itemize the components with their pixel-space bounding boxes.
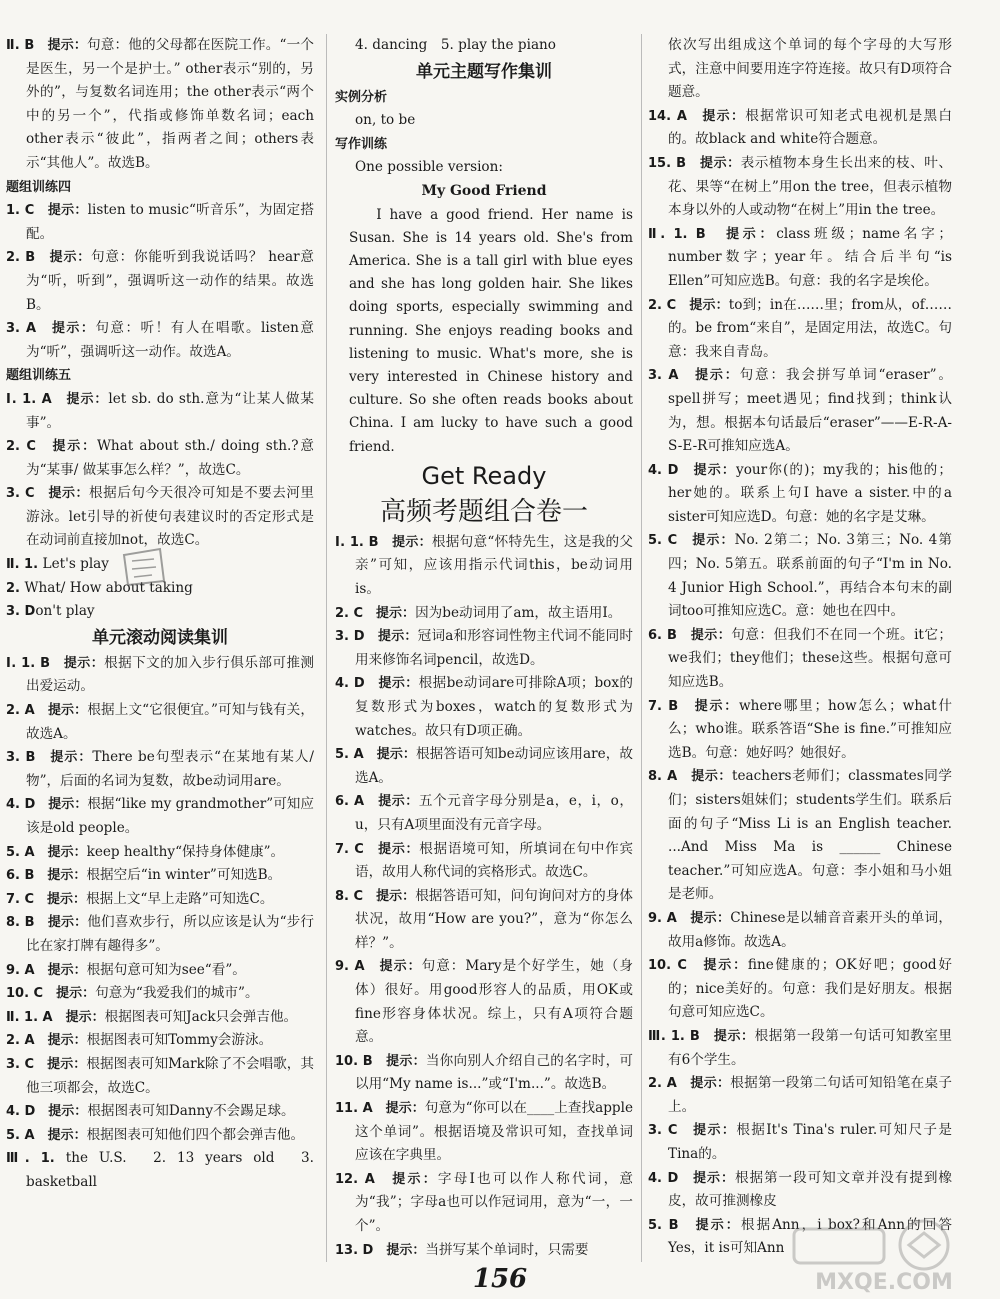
answer-item: 15. B 提示：表示植物本身生长出来的枝、叶、花、果等“在树上”用on the tree，但表示植物本身以外的人或动物“在树上”用in the tree。 — [648, 154, 952, 219]
answer-item: 5. A 提示：根据答语可知be动词应该用are，故选A。 — [335, 746, 633, 786]
answer-item: Ⅱ. 1. B 提示：class班级；name名字；number数字；year年。结合后半句“is Ellen”可知应选B。句意：我的名字是埃伦。 — [648, 225, 952, 289]
answer-item: 14. A 提示：根据常识可知老式电视机是黑白的。故black and white符合题意。 — [648, 107, 952, 148]
answer-item: 8. B 提示：他们喜欢步行，所以应该是认为“步行比在家打牌有趣得多”。 — [6, 914, 315, 954]
answer-item: 6. A 提示：五个元音字母分别是a，e，i，o，u，只有A项里面没有元音字母。 — [335, 793, 633, 833]
section-heading: 单元主题写作集训 — [416, 61, 552, 82]
answer-item: 10. B 提示：当你向别人介绍自己的名字时，可以用“My name is...”或“I'm...”。故选B。 — [335, 1052, 634, 1093]
answer-item: 2. C 提示：What about sth./ doing sth.?意为“某事/ 做某事怎么样？”，故选C。 — [6, 438, 314, 478]
column-2 — [335, 34, 633, 1262]
answer-list — [335, 531, 633, 1262]
answer-item: 3. A 提示：句意：我会拼写单词“eraser”。spell拼写；meet遇见；find找到；think认为，想。根据本句话最后“eraser”——E-R-A-S-E-R可推知应选A。 — [648, 367, 952, 455]
answer-item: 3. B 提示：There be句型表示“在某地有某人/ 物”，后面的名词为复数，故be动词用are。 — [6, 749, 314, 789]
answer-item: 10. C 提示：句意为“我爱我们的城市”。 — [6, 985, 259, 1002]
answer-item: 5. C 提示：No. 2第二；No. 3第三；No. 4第四；No. 5第五。联系前面的句子“I'm in No. 4 Junior High School.”，再结合本句末的副词too可推知应选C。意：她也在四中。 — [648, 532, 952, 620]
essay-title: My Good Friend — [421, 182, 547, 199]
answer-item: Ⅰ. 1. B 提示：根据下文的加入步行俱乐部可推测出爱运动。 — [6, 654, 314, 695]
answer-item: 4. D 提示：your你(的)；my我的；his他的；her她的。联系上句I have a sister.中的a sister可知应选D。句意：她的名字是艾琳。 — [648, 461, 952, 525]
unit-title: Get Ready — [421, 461, 547, 490]
answer-item: 2. What/ How about taking — [6, 579, 193, 596]
answer-item: 2. C 提示：因为be动词用了am，故主语用I。 — [335, 604, 622, 621]
answer-item: 3. C 提示：根据后句今天很冷可知是不要去河里游泳。let引导的祈使句表建议时的否定形式是在动词前直接加not，故选C。 — [6, 485, 315, 549]
answer-item: 5. A 提示：根据图表可知他们四个都会弹吉他。 — [6, 1126, 305, 1143]
answer-item: 5. A 提示：keep healthy“保持身体健康”。 — [6, 843, 285, 860]
column-divider-1 — [326, 34, 327, 1262]
answer-item: Ⅱ. B 提示：句意：他的父母都在医院工作。“一个是医生，另一个是护士。” other表示“别的，另外的”，与复数名词连用；the other表示“两个中的另一个”，代指或修饰单数名词；each other表示“彼此”，指两者之间；others表示“其他人”。故选B。 — [6, 37, 315, 171]
answer-item: 3. Don't play — [6, 603, 95, 620]
answer-item: Ⅲ. 1. the U.S. 2. 13 years old 3. basketball — [6, 1150, 315, 1190]
answer-item: Ⅰ. 1. B 提示：根据句意“怀特先生，这是我的父亲”可知，应该用指示代词this，be动词用is。 — [335, 533, 633, 597]
group-heading: 题组训练四 — [6, 179, 72, 195]
answer-item: 3. D 提示：冠词a和形容词性物主代词不能同时用来修饰名词pencil，故选D。 — [335, 628, 633, 668]
answer-item: 1. C 提示：listen to music“听音乐”，为固定搭配。 — [6, 202, 314, 242]
answer-item: 11. A 提示：句意为“你可以在____上查找apple这个单词”。根据语境及常识可知，查找单词应该在字典里。 — [335, 1100, 633, 1164]
subsection-label: 写作训练 — [335, 136, 388, 152]
answer-item: 12. A 提示：字母I也可以作人称代词，意为“我”；字母a也可以作冠词用，意为“一，一个”。 — [335, 1170, 633, 1235]
answer-line: on, to be — [355, 112, 416, 129]
answer-item: 2. A 提示：根据上文“它很便宜。”可知与钱有关，故选A。 — [6, 702, 314, 742]
stamp-icon — [118, 545, 168, 589]
column-1 — [6, 34, 314, 1195]
answer-item: 8. A 提示：teachers老师们；classmates同学们；sisters姐妹们；students学生们。联系后面的句子“Miss Li is an English teacher. ...And Miss Ma is ______ Chinese teacher.”可知应选A。句意：李小姐和马小姐是老师。 — [648, 768, 953, 903]
answer-item: 7. C 提示：根据语境可知，所填词在句中作宾语，故用人称代词的宾格形式。故选C。 — [335, 840, 633, 881]
answer-item: Ⅰ. 1. A 提示：let sb. do sth.意为“让某人做某事”。 — [6, 390, 315, 431]
answer-item: 3. C 提示：根据It's Tina's ruler.可知尺子是Tina的。 — [648, 1122, 952, 1162]
answer-item: Ⅱ. 1. A 提示：根据图表可知Jack只会弹吉他。 — [6, 1008, 298, 1025]
answer-item: 9. A 提示：Chinese是以辅音音素开头的单词，故用a修饰。故选A。 — [648, 909, 952, 950]
answer-item: 9. A 提示：句意：Mary是个好学生，她（身体）很好。用good形容人的品质，用OK或fine形容身体状况。综上，只有A项符合题意。 — [335, 958, 633, 1046]
group-heading: 题组训练五 — [6, 368, 72, 384]
answer-item: 7. B 提示：where哪里；how怎么；what什么；who谁。联系答语“She is fine.”可推知应选B。句意：她好吗？她很好。 — [648, 697, 953, 761]
answer-item: 13. D 提示：当拼写某个单词时，只需要 — [335, 1241, 589, 1258]
answer-item: 6. B 提示：根据空后“in winter”可知选B。 — [6, 867, 282, 884]
answer-item: Ⅱ. 1. Let's play — [6, 556, 109, 573]
answer-item: 2. B 提示：句意：你能听到我说话吗？ hear意为“听，听到”，强调听这一动作的结果。故选B。 — [6, 249, 314, 313]
column-divider-2 — [641, 34, 642, 1262]
column-3 — [648, 34, 952, 1261]
answer-item: 8. C 提示：根据答语可知，问句询问对方的身体状况，故用“How are you?”，意为“你怎么样？”。 — [335, 887, 633, 951]
subsection-label: 实例分析 — [335, 89, 388, 105]
answer-item: 7. C 提示：根据上文“早上走路”可知选C。 — [6, 890, 274, 907]
exam-title: 高频考题组合卷一 — [379, 496, 588, 527]
page-number: 156 — [472, 1264, 528, 1294]
answer-item: 3. C 提示：根据图表可知Mark除了不会唱歌，其他三项都会，故选C。 — [6, 1055, 314, 1096]
answer-item: 6. B 提示：句意：但我们不在同一个班。it它；we我们；they他们；these这些。根据句意可知应选B。 — [648, 626, 953, 691]
section-heading: 单元滚动阅读集训 — [92, 627, 228, 648]
answer-continuation: 依次写出组成这个单词的每个字母的大写形式，注意中间要用连字符连接。故只有D项符合题意。 — [668, 37, 952, 101]
answer-item: 2. C 提示：to到；in在……里；from从，of……的。be from“来自”，是固定用法，故选C。句意：我来自青岛。 — [648, 296, 952, 360]
answer-item: 9. A 提示：根据句意可知为see“看”。 — [6, 961, 246, 978]
answer-item: 2. A 提示：根据第一段第二句话可知铅笔在桌子上。 — [648, 1075, 952, 1115]
essay-version: One possible version: — [355, 159, 503, 176]
watermark-text: MXQE.COM — [815, 1270, 953, 1295]
answer-item: 10. C 提示：fine健康的；OK好吧；good好的；nice美好的。句意：我们是好朋友。根据句意可知应选C。 — [648, 957, 952, 1021]
answer-item: 3. A 提示：句意：听！有人在唱歌。listen意为“听”，强调听这一动作。故选A。 — [6, 320, 314, 360]
answer-item: 5. B 提示：根据Ann，i box?和Ann的回答Yes，it is可知Ann — [648, 1216, 952, 1257]
answer-line: 4. dancing 5. play the piano — [355, 37, 556, 53]
answer-item: 4. D 提示：根据图表可知Danny不会踢足球。 — [6, 1103, 295, 1120]
answer-item: 4. D 提示：根据“like my grandmother”可知应该是old people。 — [6, 796, 314, 836]
answer-item: 2. A 提示：根据图表可知Tommy会游泳。 — [6, 1032, 273, 1049]
answer-item: Ⅲ. 1. B 提示：根据第一段第一句话可知教室里有6个学生。 — [648, 1027, 952, 1068]
answer-item: 4. D 提示：根据第一段可知文章并没有提到橡皮，故可推测橡皮 — [648, 1169, 952, 1210]
answer-item: 4. D 提示：根据be动词are可排除A项；box的复数形式为boxes，watch的复数形式为watches。故只有D项正确。 — [335, 675, 633, 739]
essay-body: I have a good friend. Her name is Susan. She is 14 years old. She's from America. She is a tall girl with blue eyes and she has long golden hair. She likes doing sports, especially swimming and running. She enjoys reading books and listening to music. What's more, she is very interested in Chinese history and culture. So she often reads books about China. I am lucky to have such a good friend. — [349, 206, 633, 455]
